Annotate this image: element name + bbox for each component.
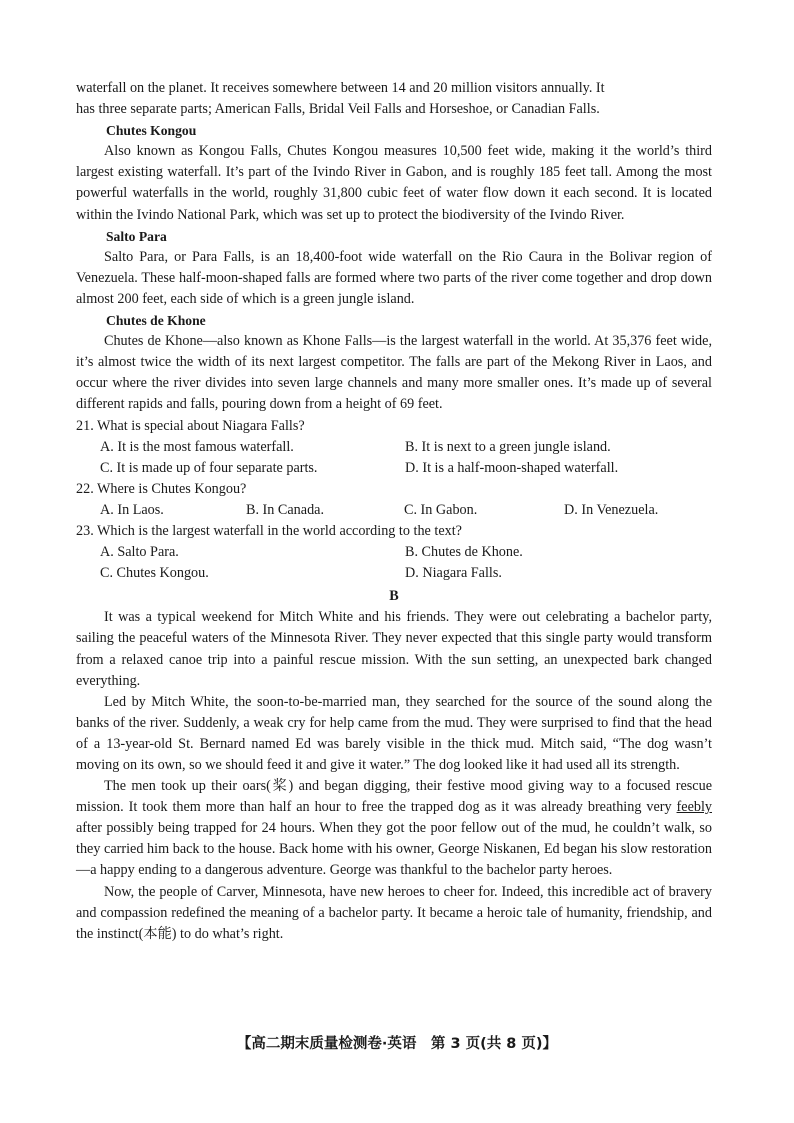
question-23 bbox=[76, 521, 712, 584]
passage-b-paragraph-4: Now, the people of Carver, Minnesota, have new heroes to cheer for. Indeed, this incredible act of bravery and compassion redefined the meaning of a bachelor party. It became a heroic tale of humanity, friendship, and the instinct(本能) to do what’s right. bbox=[76, 883, 712, 942]
option-d: D. In Venezuela. bbox=[564, 501, 659, 518]
section-heading-khone: Chutes de Khone bbox=[106, 313, 206, 329]
section-text-khone: Chutes de Khone—also known as Khone Falls—is the largest waterfall in the world. At 35,376 feet wide, it’s almost twice the width of its next largest competitor. The falls are part of the Mekong River in Laos, and occur where the river divides into seven large channels and many more smaller ones. It’s made up of several different rapids and falls, pouring down from a height of 69 feet. bbox=[76, 333, 712, 413]
question-22 bbox=[76, 479, 712, 521]
option-a: A. In Laos. bbox=[100, 501, 164, 518]
question-21 bbox=[76, 416, 712, 479]
option-b: B. It is next to a green jungle island. bbox=[405, 438, 611, 455]
paragraph-3-text-after: after possibly being trapped for 24 hours. When they got the poor fellow out of the mud, he couldn’t walk, so they carried him back to the house. Back home with his owner, George Niskanen, Ed began his slow restoration—a happy ending to a dangerous adventure. George was thankful to the bachelor party heroes. bbox=[76, 820, 712, 879]
passage-b-paragraph-2: Led by Mitch White, the soon-to-be-married man, they searched for the source of the sound along the banks of the river. Suddenly, a weak cry for help came from the mud. They were surprised to find that the head of a 13-year-old St. Bernard named Ed was barely visible in the thick mud. Mitch said, “The dog wasn’t moving on its own, so we should feed it and give it water.” The dog looked like it had used all its strength. bbox=[76, 693, 712, 773]
passage-b-paragraph-3 bbox=[76, 776, 712, 881]
section-heading-kongou: Chutes Kongou bbox=[106, 123, 197, 139]
option-d: D. It is a half-moon-shaped waterfall. bbox=[405, 459, 619, 476]
option-a: A. It is the most famous waterfall. bbox=[100, 438, 294, 455]
paragraph-3-text-before: The men took up their oars(桨) and began digging, their festive mood giving way to a focused rescue mission. It took them more than half an hour to free the trapped dog as it was already breathing very bbox=[76, 778, 712, 816]
underlined-word: feebly bbox=[676, 799, 712, 816]
option-b: B. Chutes de Khone. bbox=[405, 544, 523, 561]
option-b: B. In Canada. bbox=[246, 501, 325, 518]
section-text-kongou: Also known as Kongou Falls, Chutes Kongou measures 10,500 feet wide, making it the world’s third largest existing waterfall. It’s part of the Ivindo River in Gabon, and is roughly 185 feet tall. Among the most powerful waterfalls in the world, roughly 31,800 cubic feet of water flow down it each second. It is located within the Ivindo National Park, which was set up to protect the biodiversity of the Ivindo River. bbox=[76, 143, 712, 223]
passage-a-intro-line2: has three separate parts; American Falls, Bridal Veil Falls and Horseshoe, or Canadian Falls. bbox=[76, 101, 600, 118]
option-c: C. It is made up of four separate parts. bbox=[100, 459, 318, 476]
section-text-salto-para: Salto Para, or Para Falls, is an 18,400-foot wide waterfall on the Rio Caura in the Bolivar region of Venezuela. These half-moon-shaped falls are formed where two parts of the river come together and drop down almost 200 feet, each side of which is a green jungle island. bbox=[76, 248, 712, 307]
page-footer: 【高二期末质量检测卷·英语 第 3 页(共 8 页)】 bbox=[236, 1036, 558, 1052]
option-c: C. In Gabon. bbox=[404, 501, 478, 518]
section-heading-salto-para: Salto Para bbox=[106, 228, 167, 244]
question-stem: 23. Which is the largest waterfall in the world according to the text? bbox=[76, 522, 462, 539]
question-options bbox=[76, 500, 712, 521]
option-d: D. Niagara Falls. bbox=[405, 565, 502, 582]
option-a: A. Salto Para. bbox=[100, 544, 179, 561]
question-options bbox=[76, 542, 712, 584]
question-stem: 22. Where is Chutes Kongou? bbox=[76, 480, 247, 497]
question-stem: 21. What is special about Niagara Falls? bbox=[76, 417, 305, 434]
option-c: C. Chutes Kongou. bbox=[100, 565, 209, 582]
passage-b-paragraph-1: It was a typical weekend for Mitch White and his friends. They were out celebrating a bachelor party, sailing the peaceful waters of the Minnesota River. They never expected that this single party would transform from a relaxed canoe trip into a painful rescue mission. With the sun setting, an unexpected bark changed everything. bbox=[76, 609, 712, 689]
question-options bbox=[76, 437, 712, 479]
passage-a-intro-line1: waterfall on the planet. It receives somewhere between 14 and 20 million visitors annually. It bbox=[76, 80, 605, 96]
passage-b-label: B bbox=[389, 588, 399, 605]
